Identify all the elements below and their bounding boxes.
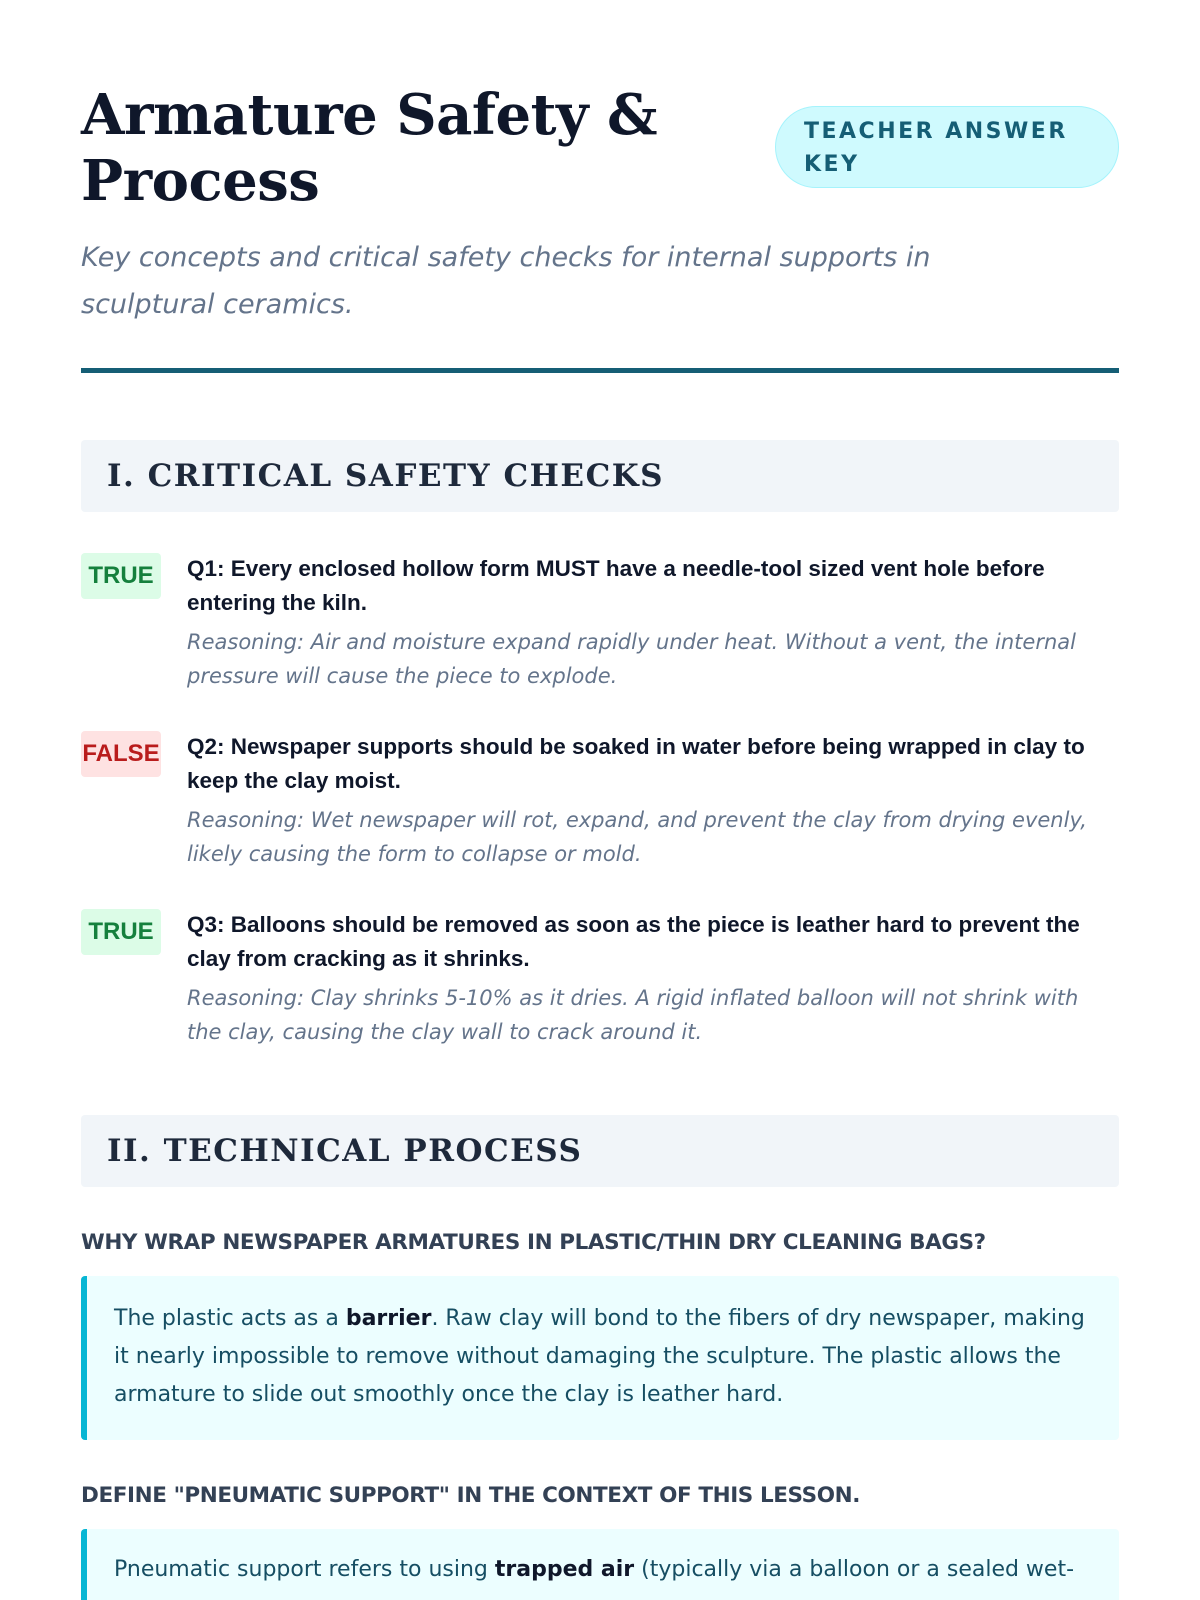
teacher-answer-key-badge: TEACHER ANSWER KEY	[775, 106, 1119, 188]
answer-badge-true: TRUE	[81, 553, 161, 599]
process-answer-1	[81, 1276, 1119, 1440]
answer-text-bold: barrier	[345, 1306, 432, 1331]
question-text: Q2: Newspaper supports should be soaked in water before being wrapped in clay to keep the clay moist.	[187, 734, 1085, 793]
answer-text-pre: The plastic acts as a	[114, 1306, 346, 1331]
question-text: Q3: Balloons should be removed as soon as the piece is leather hard to prevent the clay from cracking as it shrinks.	[187, 912, 1080, 971]
question-reasoning: Reasoning: Air and moisture expand rapidly under heat. Without a vent, the internal pressure will cause the piece to explode.	[187, 630, 1076, 688]
answer-badge-true: TRUE	[81, 909, 161, 955]
question-text: Q1: Every enclosed hollow form MUST have a needle-tool sized vent hole before entering the kiln.	[187, 556, 1045, 615]
section-heading-safety	[81, 440, 1119, 512]
question-item-1	[81, 552, 1119, 693]
answer-text-post: (typically via a balloon or a sealed wet-	[634, 1557, 1075, 1582]
question-body	[187, 730, 1119, 871]
question-reasoning: Reasoning: Clay shrinks 5-10% as it dries. A rigid inflated balloon will not shrink with the clay, causing the clay wall to crack around it.	[187, 986, 1079, 1044]
section-heading-safety-text: I. CRITICAL SAFETY CHECKS	[107, 458, 665, 494]
page-title: Armature Safety & Process	[81, 82, 658, 214]
section-heading-process	[81, 1115, 1119, 1187]
question-reasoning: Reasoning: Wet newspaper will rot, expand, and prevent the clay from drying evenly, likely causing the form to collapse or mold.	[187, 808, 1087, 866]
answer-text-bold: trapped air	[494, 1557, 635, 1582]
section-heading-process-text: II. TECHNICAL PROCESS	[107, 1133, 583, 1169]
answer-text-pre: Pneumatic support refers to using	[114, 1557, 495, 1582]
page-subtitle: Key concepts and critical safety checks for internal supports in sculptural ceramics.	[81, 242, 931, 320]
header-divider	[81, 368, 1119, 373]
answer-badge-false: FALSE	[81, 731, 161, 777]
page-header	[81, 0, 1119, 373]
question-body	[187, 552, 1119, 693]
question-item-3	[81, 908, 1119, 1049]
safety-question-list	[81, 552, 1119, 1049]
answer-text-post: . Raw clay will bond to the fibers of dry newspaper, making it nearly impossible to remove without damaging the sculpture. The plastic allows the armature to slide out smoothly once the clay is leather hard.	[114, 1306, 1085, 1407]
question-body	[187, 908, 1119, 1049]
process-answer-2	[81, 1529, 1119, 1600]
process-question-1: WHY WRAP NEWSPAPER ARMATURES IN PLASTIC/THIN DRY CLEANING BAGS?	[81, 1230, 986, 1255]
question-item-2	[81, 730, 1119, 871]
process-question-2: DEFINE "PNEUMATIC SUPPORT" IN THE CONTEXT OF THIS LESSON.	[81, 1483, 860, 1508]
